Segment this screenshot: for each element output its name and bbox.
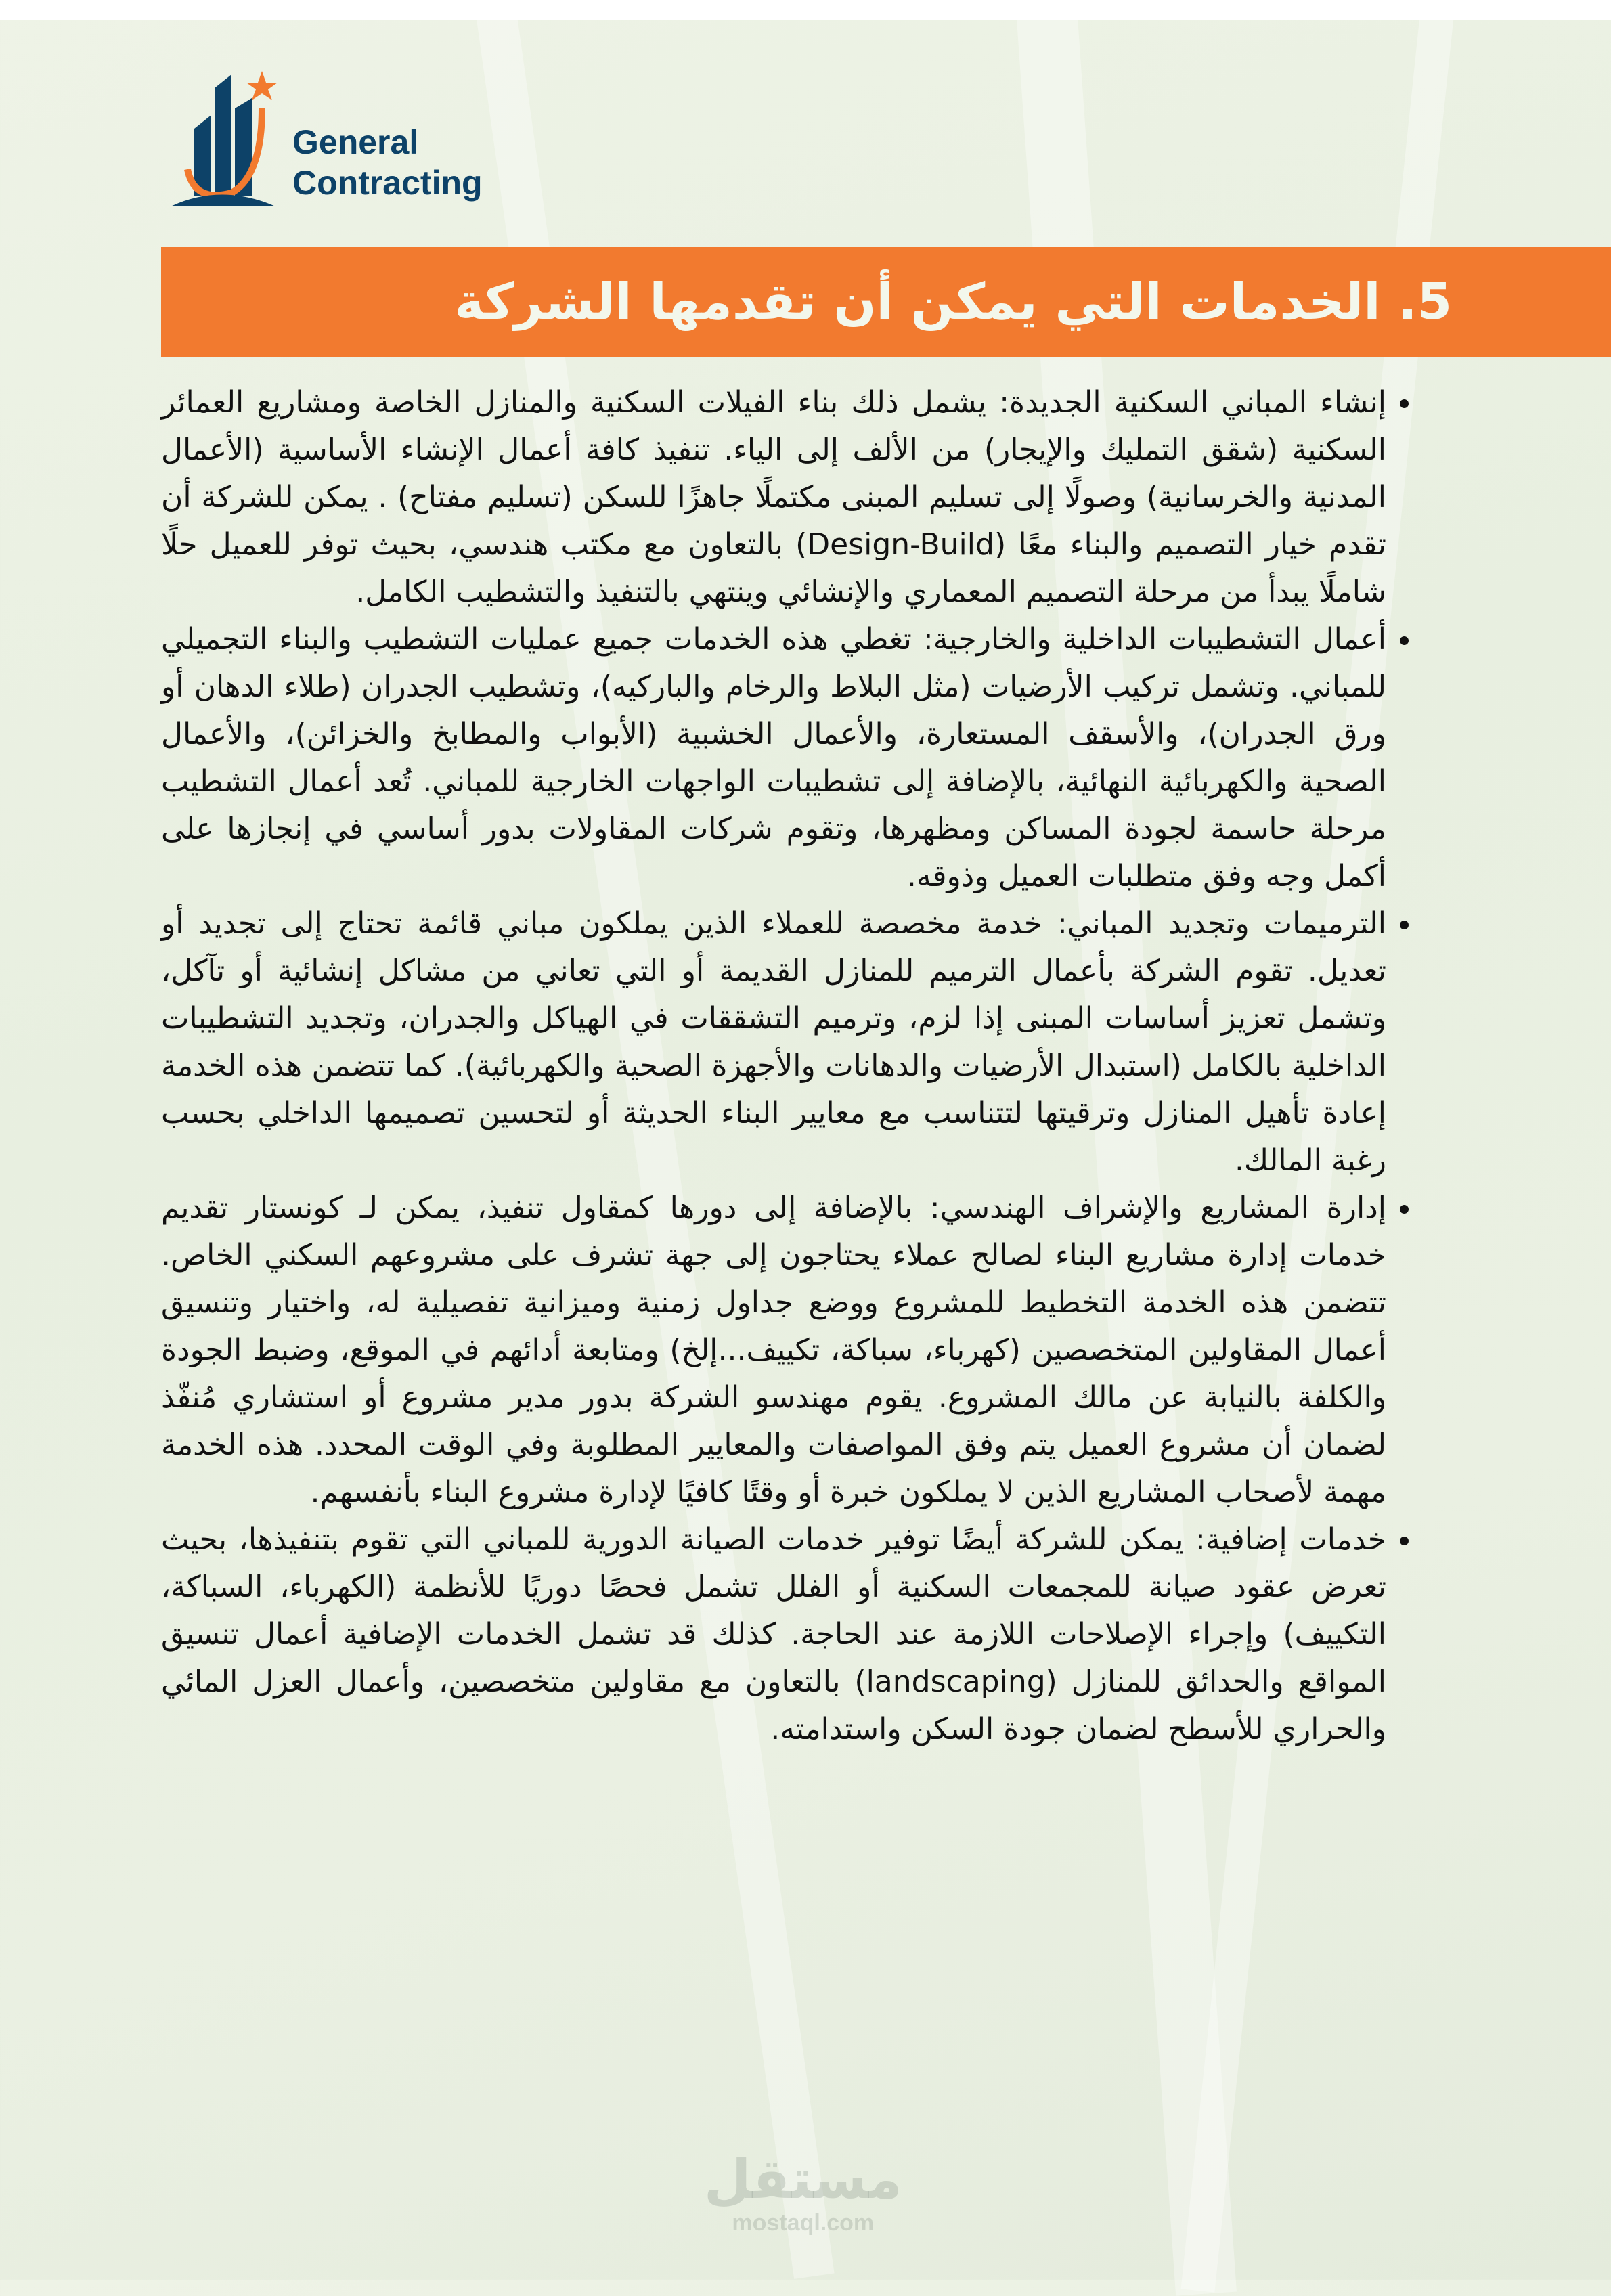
logo-line-1: General (292, 123, 419, 161)
top-margin (0, 0, 1611, 20)
watermark-arabic: مستقل (704, 2148, 902, 2211)
section-title: 5. الخدمات التي يمكن أن تقدمها الشركة (454, 273, 1452, 331)
service-item: • الترميمات وتجديد المباني: خدمة مخصصة للعملاء الذين يملكون مباني قائمة تحتاج إلى تجديد أو تعديل. تقوم الشركة بأعمال الترميم للمنازل القديمة أو التي تعاني من مشاكل إنشائية أو تآكل، وتشمل تعزيز أساسات المبنى إذا لزم، وترميم التشققات في الهياكل والجدران، وتجديد التشطيبات الداخلية بالكامل (استبدال الأرضيات والدهانات والأجهزة الصحية والكهربائية). كما تتضمن هذه الخدمة إعادة تأهيل المنازل وترقيتها لتتناسب مع معايير البناء الحديثة أو لتحسين تصميمها الداخلي بحسب رغبة المالك. (161, 900, 1386, 1185)
company-logo (167, 68, 506, 210)
logo-text (292, 122, 483, 203)
service-item: • أعمال التشطيبات الداخلية والخارجية: تغطي هذه الخدمات جميع عمليات التشطيب والبناء التجميلي للمباني. وتشمل تركيب الأرضيات (مثل البلاط والرخام والباركيه)، وتشطيب الجدران (طلاء الدهان أو ورق الجدران)، والأسقف المستعارة، والأعمال الخشبية (الأبواب والمطابخ والخزائن)، والأعمال الصحية والكهربائية النهائية، بالإضافة إلى تشطيبات الواجهات الخارجية للمباني. تُعد أعمال التشطيب مرحلة حاسمة لجودة المساكن ومظهرها، وتقوم شركات المقاولات بدور أساسي في إنجازها على أكمل وجه وفق متطلبات العميل وذوقه. (161, 616, 1386, 900)
services-list (161, 379, 1413, 1753)
watermark (704, 2149, 902, 2236)
service-item: • خدمات إضافية: يمكن للشركة أيضًا توفير خدمات الصيانة الدورية للمباني التي تقوم بتنفيذها، بحيث تعرض عقود صيانة للمجمعات السكنية أو الفلل تشمل فحصًا دوريًا للأنظمة (الكهرباء، السباكة، التكييف) وإجراء الإصلاحات اللازمة عند الحاجة. كذلك قد تشمل الخدمات الإضافية أعمال تنسيق المواقع والحدائق للمنازل (landscaping) بالتعاون مع مقاولين متخصصين، وأعمال العزل المائي والحراري للأسطح لضمان جودة السكن واستدامته. (161, 1516, 1386, 1753)
service-item: • إنشاء المباني السكنية الجديدة: يشمل ذلك بناء الفيلات السكنية والمنازل الخاصة ومشاريع العمائر السكنية (شقق التمليك والإيجار) من الألف إلى الياء. تنفيذ كافة أعمال الإنشاء الأساسية (الأعمال المدنية والخرسانية) وصولًا إلى تسليم المبنى مكتملًا جاهزًا للسكن (تسليم مفتاح) . يمكن للشركة أن تقدم خيار التصميم والبناء معًا (Design-Build) بالتعاون مع مكتب هندسي، بحيث توفر للعميل حلًا شاملًا يبدأ من مرحلة التصميم المعماري والإنشائي وينتهي بالتنفيذ والتشطيب الكامل. (161, 379, 1386, 616)
section-header-bar (161, 247, 1611, 357)
watermark-latin: mostaql.com (732, 2210, 875, 2236)
logo-line-2: Contracting (292, 164, 483, 202)
service-item: • إدارة المشاريع والإشراف الهندسي: بالإضافة إلى دورها كمقاول تنفيذ، يمكن لـ كونستار تقديم خدمات إدارة مشاريع البناء لصالح عملاء يحتاجون إلى جهة تشرف على مشروعهم السكني الخاص. تتضمن هذه الخدمة التخطيط للمشروع ووضع جداول زمنية وميزانية تفصيلية له، واختيار وتنسيق أعمال المقاولين المتخصصين (كهرباء، سباكة، تكييف...إلخ) ومتابعة أدائهم في الموقع، وضبط الجودة والكلفة بالنيابة عن مالك المشروع. يقوم مهندسو الشركة بدور مدير مشروع أو استشاري مُنفّذ لضمان أن مشروع العميل يتم وفق المواصفات والمعايير المطلوبة وفي الوقت المحدد. هذه الخدمة مهمة لأصحاب المشاريع الذين لا يملكون خبرة أو وقتًا كافيًا لإدارة مشروع البناء بأنفسهم. (161, 1185, 1386, 1516)
building-logo-icon (167, 68, 289, 210)
